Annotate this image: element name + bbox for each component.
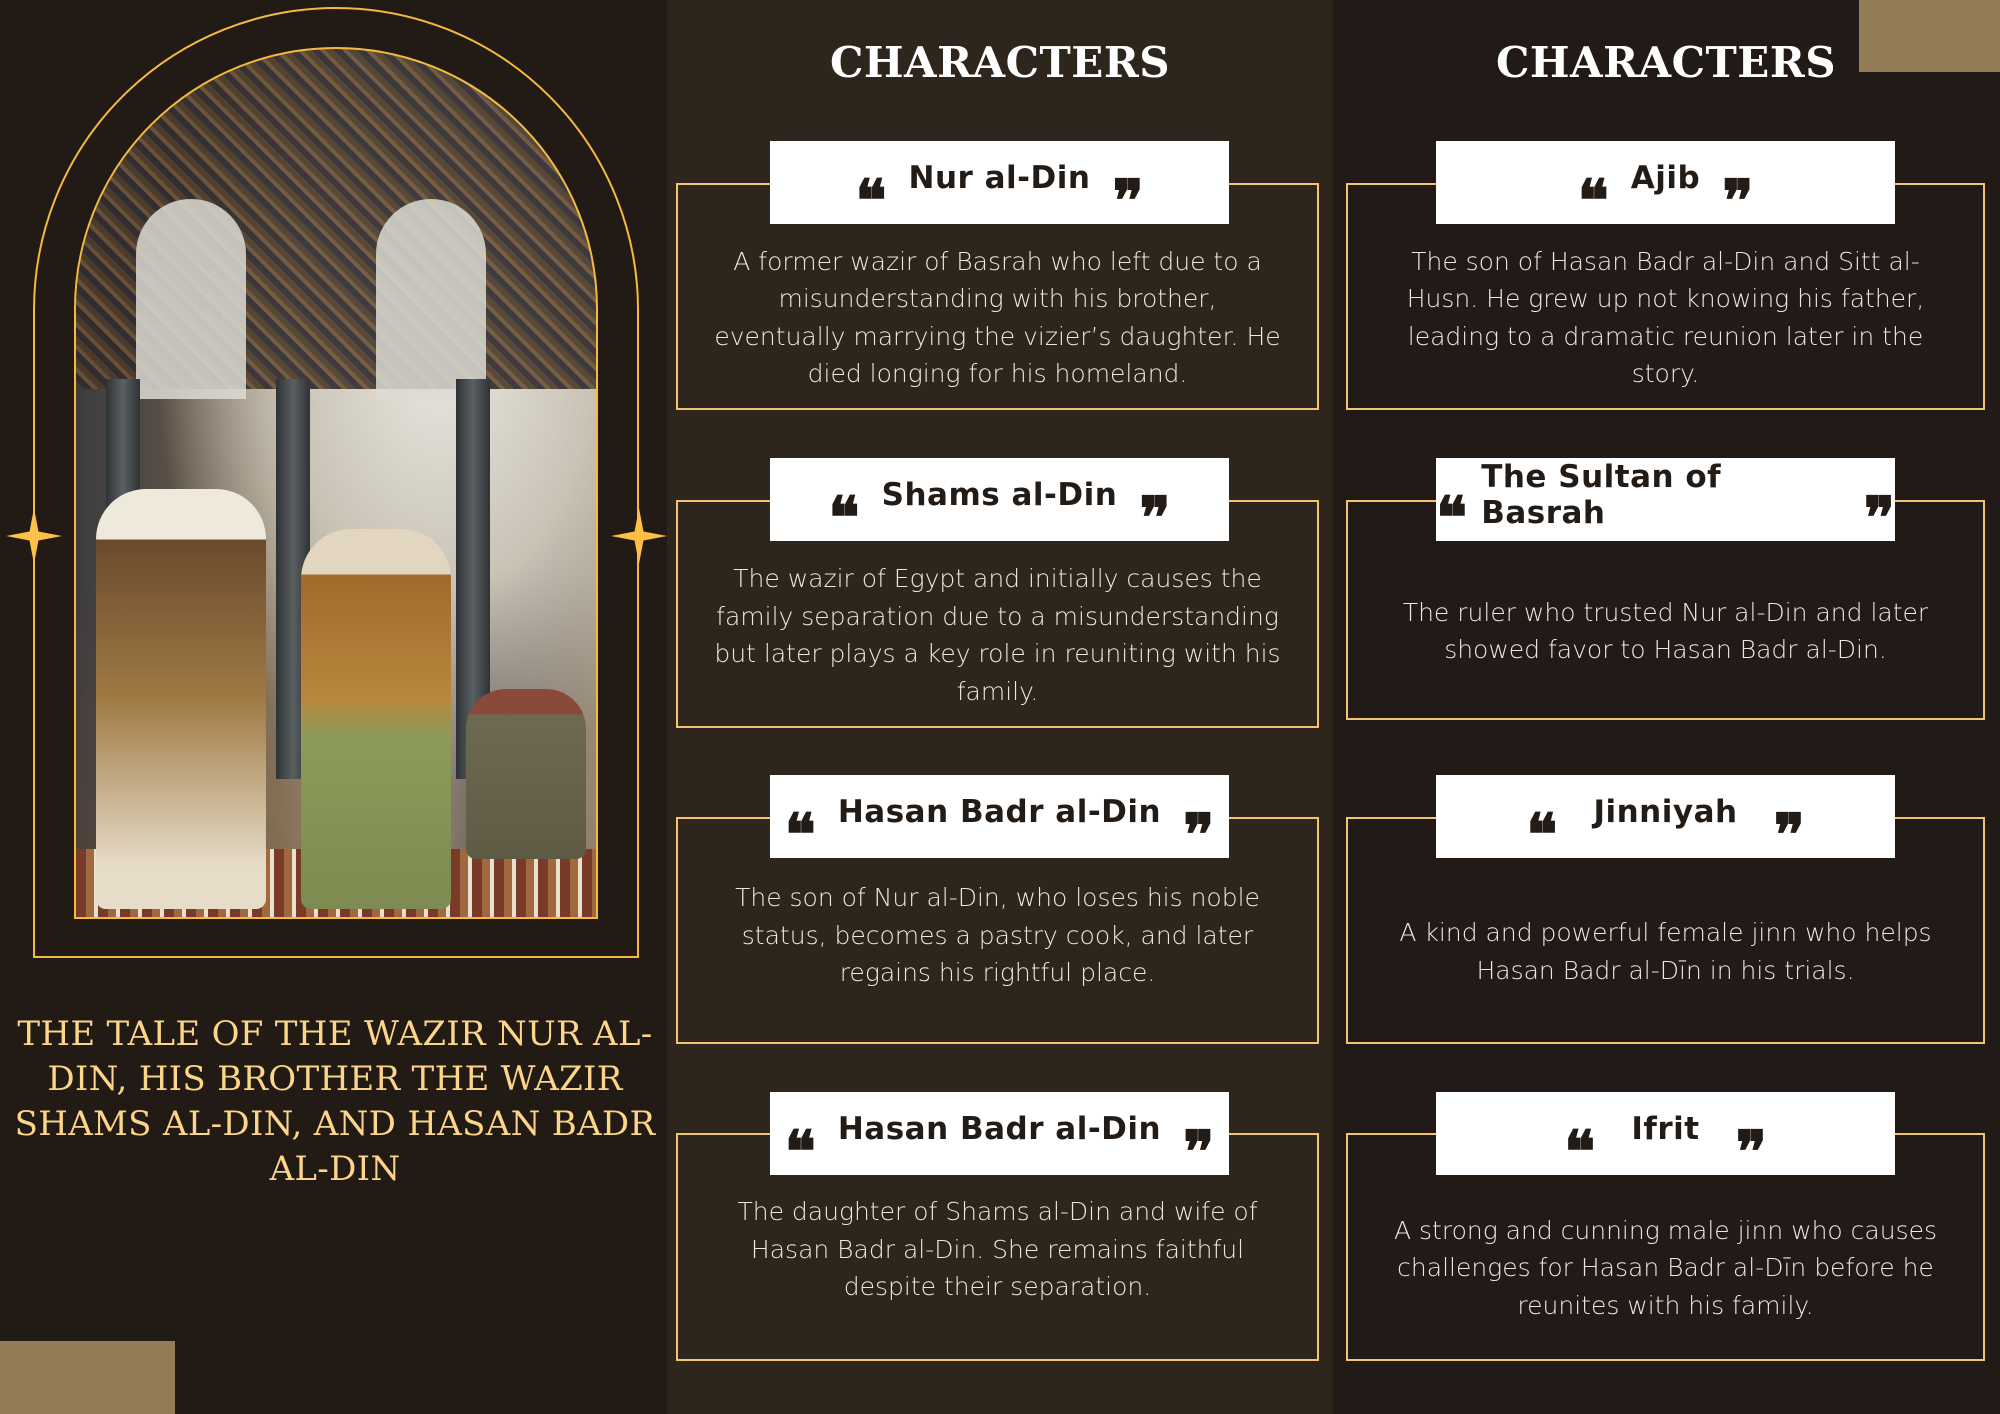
character-description: The wazir of Egypt and initially causes the family separation due to a misunderstanding but later plays a key role in reuniting with his family.: [714, 564, 1281, 706]
character-name: Ifrit: [1631, 1110, 1700, 1147]
figure-wazir-right: [301, 529, 451, 909]
character-description: The son of Nur al-Din, who loses his noble status, becomes a pastry cook, and later regains his rightful place.: [735, 883, 1260, 987]
open-quote-icon: ❝: [828, 483, 860, 552]
figure-wazir-left: [96, 489, 266, 909]
character-name-label: [1436, 141, 1895, 235]
character-description: The son of Hasan Badr al-Din and Sitt al-Husn. He grew up not knowing his father, leading to a dramatic reunion later in the story.: [1406, 246, 1925, 388]
character-name: Nur al-Din: [908, 159, 1091, 196]
archway: [136, 199, 246, 399]
character-description: A strong and cunning male jinn who causes challenges for Hasan Badr al-Dīn before he reunites with his family.: [1393, 1215, 1938, 1320]
character-name: Hasan Badr al-Din: [837, 1110, 1162, 1147]
character-description: A former wazir of Basrah who left due to a misunderstanding with his brother, eventually marrying the vizier’s daughter. He died longing for his homeland.: [714, 246, 1281, 388]
character-name-label: [770, 141, 1229, 235]
close-quote-icon: ❞: [1735, 1117, 1767, 1186]
figure-seated: [466, 689, 586, 859]
close-quote-icon: ❞: [1722, 166, 1754, 235]
close-quote-icon: ❞: [1863, 483, 1895, 552]
character-name-label: [770, 1092, 1229, 1186]
open-quote-icon: ❝: [1436, 483, 1468, 552]
character-name-label: [770, 775, 1229, 869]
character-name: Ajib: [1630, 159, 1701, 196]
close-quote-icon: ❞: [1183, 800, 1215, 869]
characters-heading: CHARACTERS: [1495, 38, 1837, 87]
character-name-label: [1436, 775, 1895, 869]
close-quote-icon: ❞: [1773, 800, 1805, 869]
open-quote-icon: ❝: [1526, 800, 1558, 869]
close-quote-icon: ❞: [1112, 166, 1144, 235]
open-quote-icon: ❝: [1577, 166, 1609, 235]
character-name: The Sultan of Basrah: [1481, 458, 1722, 531]
close-quote-icon: ❞: [1139, 483, 1171, 552]
open-quote-icon: ❝: [855, 166, 887, 235]
character-name: Shams al-Din: [881, 476, 1118, 513]
corner-decoration-bottom-left: [0, 1341, 175, 1414]
close-quote-icon: ❞: [1183, 1117, 1215, 1186]
character-name-label: [1436, 1092, 1895, 1186]
story-title: THE TALE OF THE WAZIR NUR AL-DIN, HIS BROTHER THE WAZIR SHAMS AL-DIN, AND HASAN BADR AL-DIN: [14, 1014, 656, 1189]
character-name-label: [1436, 458, 1895, 552]
cover-illustration: [74, 47, 598, 919]
open-quote-icon: ❝: [784, 1117, 816, 1186]
character-description: A kind and powerful female jinn who helps Hasan Badr al-Dīn in his trials.: [1399, 918, 1932, 985]
character-name: Jinniyah: [1593, 793, 1738, 830]
archway: [376, 199, 486, 399]
character-description: The ruler who trusted Nur al-Din and later showed favor to Hasan Badr al-Din.: [1402, 597, 1929, 664]
open-quote-icon: ❝: [784, 800, 816, 869]
open-quote-icon: ❝: [1564, 1117, 1596, 1186]
character-description: The daughter of Shams al-Din and wife of Hasan Badr al-Din. She remains faithful despite their separation.: [737, 1197, 1258, 1301]
character-name: Hasan Badr al-Din: [837, 793, 1162, 830]
character-name-label: [770, 458, 1229, 552]
characters-heading: CHARACTERS: [829, 38, 1171, 87]
